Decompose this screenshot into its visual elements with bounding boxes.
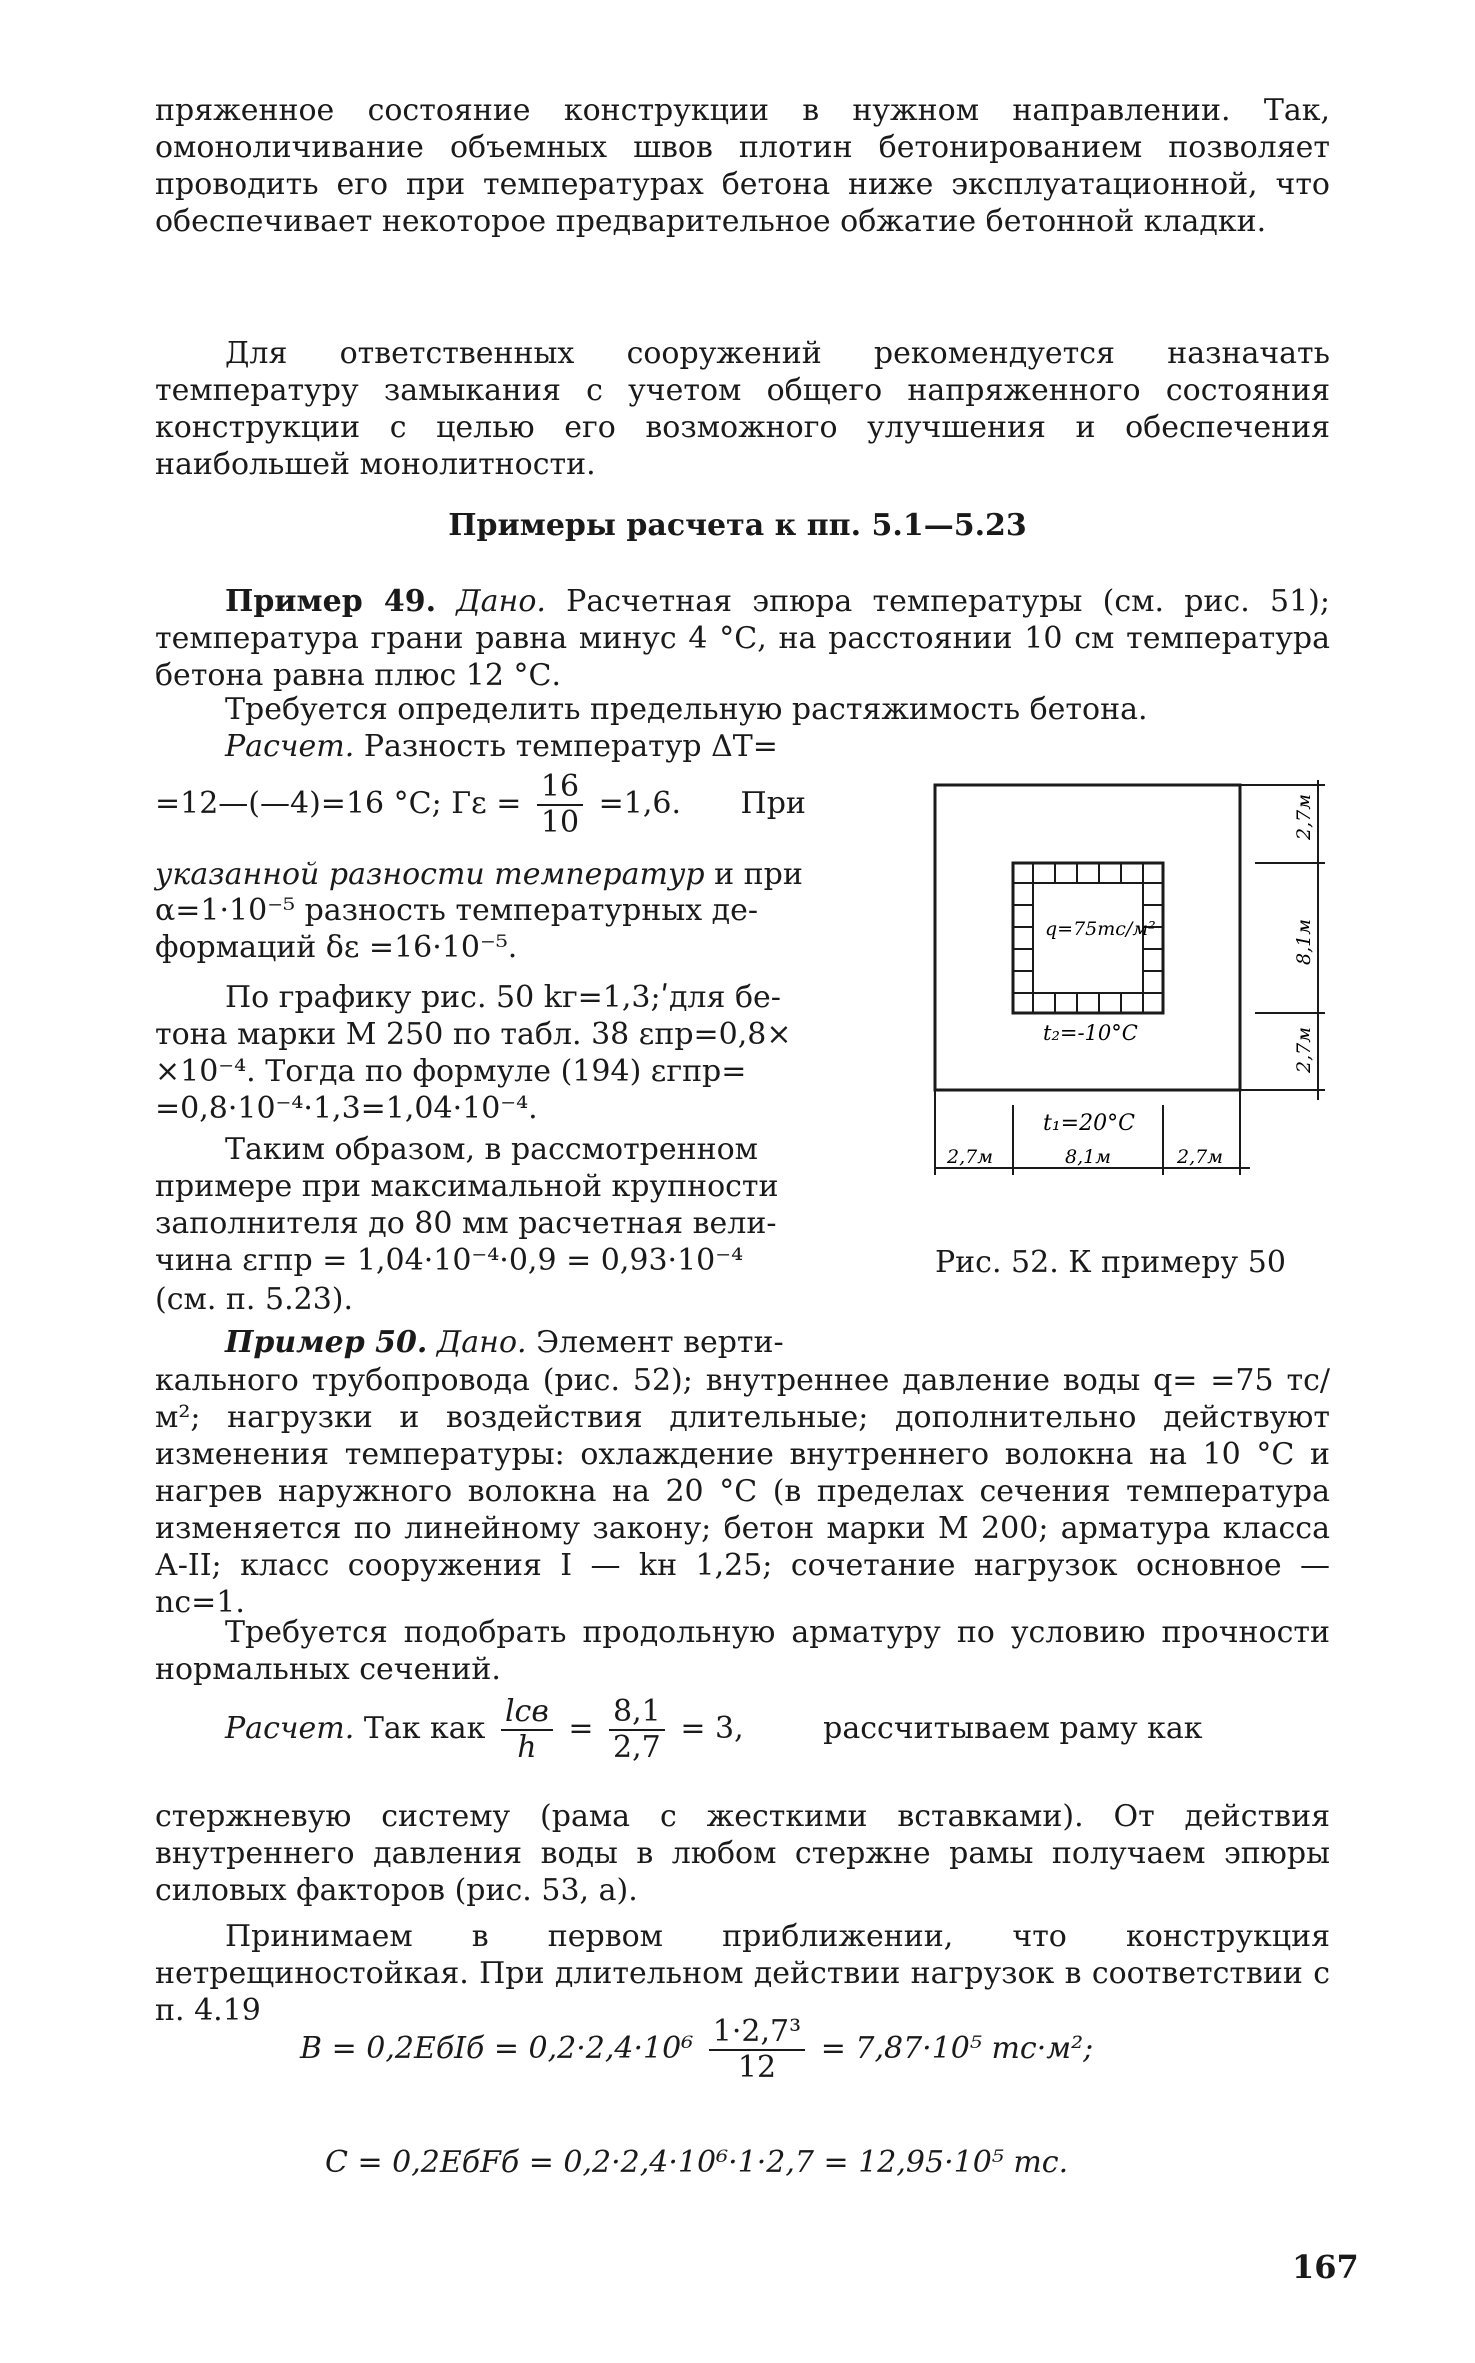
example-49-calc-5: формаций δε =16·10⁻⁵. — [155, 930, 518, 965]
example-49-calc-2 — [155, 770, 806, 840]
calc-3b: и при — [714, 857, 803, 892]
example-49-calc-3 — [155, 857, 803, 892]
frac-num: 16 — [537, 770, 583, 806]
frac2-num: 8,1 — [609, 1695, 665, 1731]
frac-den: 10 — [540, 805, 580, 840]
formula-B — [300, 2015, 1093, 2085]
fraction-lsv-h — [501, 1695, 553, 1765]
load-label: q=75тс/м² — [1045, 918, 1156, 940]
example-49-dano: Дано. — [456, 584, 546, 619]
frac2-den: 2,7 — [613, 1730, 661, 1765]
example-50-para3: Принимаем в первом приближении, что конструкция нетрещиностойкая. При длительном действии нагрузок в соответствии с п. 4.19 — [155, 1919, 1330, 2028]
example-50-given: кального трубопровода (рис. 52); внутреннее давление воды q= =75 тс/м²; нагрузки и воздействия длительные; дополнительно действуют изменения температуры: охлаждение внутреннего волокна на 10 °С и нагрев наружного волокна на 20 °С (в пределах сечения температура изменяется по линейному закону; бетон марки М 200; арматура класса А-II; класс сооружения I — kн 1,25; сочетание нагрузок основное —nc=1. — [155, 1363, 1330, 1620]
example-49-required: Требуется определить предельную растяжимость бетона. — [225, 692, 1148, 727]
calc-word: Расчет. — [225, 729, 355, 764]
example-49-calc-14: (см. п. 5.23). — [155, 1282, 354, 1317]
section-heading: Примеры расчета к пп. 5.1—5.23 — [448, 508, 1027, 543]
intro-paragraph-1: пряженное состояние конструкции в нужном направлении. Так, омоноличивание объемных швов плотин бетонированием позволяет проводить его при температурах бетона ниже эксплуатационной, что обеспечивает некоторое предварительное обжатие бетонной кладки. — [155, 93, 1330, 239]
formula-B-b: = 7,87·10⁵ тс·м²; — [820, 2031, 1094, 2066]
example-49-calc-6: По графику рис. 50 kг=1,3;ʹдля бе- — [225, 980, 781, 1015]
example-49-label: Пример 49. — [225, 584, 437, 619]
example-50-calc — [225, 1695, 1203, 1765]
example-49-calc-1 — [225, 729, 778, 764]
example-50-label: Пример 50. — [225, 1325, 428, 1360]
example-49-calc-7: тона марки М 250 по табл. 38 εпр=0,8× — [155, 1017, 792, 1052]
example-50-dano: Дано. — [436, 1325, 527, 1360]
calc-2c: При — [740, 786, 806, 821]
example-50-para2: стержневую систему (рама с жесткими вставками). От действия внутреннего давления воды в любом стержне рамы получаем эпюры силовых факторов (рис. 53, а). — [155, 1799, 1330, 1908]
formula-B-num: 1·2,7³ — [709, 2015, 805, 2051]
t1-label: t₁=20°С — [1043, 1111, 1135, 1136]
figure-52-diagram — [925, 775, 1345, 1195]
frac1-den: h — [517, 1730, 537, 1765]
example-50-line1-rest: Элемент верти- — [536, 1325, 784, 1360]
fraction-81-27 — [609, 1695, 665, 1765]
intro-paragraph-2: Для ответственных сооружений рекомендуется назначать температуру замыкания с учетом общего напряженного состояния конструкции с целью его возможного улучшения и обеспечения наибольшей монолитности. — [155, 336, 1330, 482]
calc-c: рассчитываем раму как — [823, 1711, 1203, 1746]
fraction-16-10 — [537, 770, 583, 840]
dim-left: 2,7м — [947, 1146, 993, 1168]
formula-B-a: B = 0,2EбIб = 0,2·2,4·10⁶ — [300, 2031, 694, 2066]
figure-52-caption: Рис. 52. К примеру 50 — [935, 1245, 1286, 1280]
calc-3a: указанной разности температур — [155, 857, 705, 892]
formula-B-fraction — [709, 2015, 805, 2085]
dim-right: 2,7м — [1177, 1146, 1223, 1168]
page-number: 167 — [1292, 2248, 1359, 2286]
calc-2a: =12—(—4)=16 °С; Гε = — [155, 786, 522, 821]
frac1-num: lсв — [501, 1695, 553, 1731]
example-49-calc-10: Таким образом, в рассмотренном — [225, 1132, 759, 1167]
example-49-calc-12: заполнителя до 80 мм расчетная вели- — [155, 1206, 777, 1241]
example-50-required: Требуется подобрать продольную арматуру по условию прочности нормальных сечений. — [155, 1615, 1330, 1687]
t2-label: t₂=-10°С — [1043, 1021, 1138, 1045]
example-49-calc-13: чина εгпр = 1,04·10⁻⁴·0,9 = 0,93·10⁻⁴ — [155, 1243, 744, 1278]
example-49-given — [155, 583, 1330, 694]
example-49-calc-9: =0,8·10⁻⁴·1,3=1,04·10⁻⁴. — [155, 1091, 538, 1126]
example-49-calc-8: ×10⁻⁴. Тогда по формуле (194) εгпр= — [155, 1054, 747, 1089]
calc-eq: = — [568, 1711, 594, 1746]
dim-bottom: 2,7м — [1293, 1027, 1315, 1073]
dim-vmid: 8,1м — [1293, 919, 1315, 965]
example-49-calc-11: примере при максимальной крупности — [155, 1169, 779, 1204]
dim-top: 2,7м — [1293, 794, 1315, 840]
calc-b: = 3, — [680, 1711, 744, 1746]
calc-1-text: Разность температур ΔT= — [363, 729, 778, 764]
dim-mid: 8,1м — [1065, 1146, 1111, 1168]
example-50-line1 — [225, 1325, 784, 1360]
formula-C: C = 0,2EбFб = 0,2·2,4·10⁶·1·2,7 = 12,95·10⁵ тс. — [325, 2145, 1069, 2180]
example-49-given-text: Расчетная эпюра температуры (см. рис. 51); температура грани равна минус 4 °С, на расстоянии 10 см температура бетона равна плюс 12 °С. — [155, 584, 1330, 693]
calc-word-50: Расчет. — [225, 1711, 355, 1746]
formula-B-den: 12 — [737, 2050, 777, 2085]
example-49-calc-4: α=1·10⁻⁵ разность температурных де- — [155, 893, 759, 928]
calc-a: Так как — [363, 1711, 486, 1746]
calc-2b: =1,6. — [598, 786, 681, 821]
